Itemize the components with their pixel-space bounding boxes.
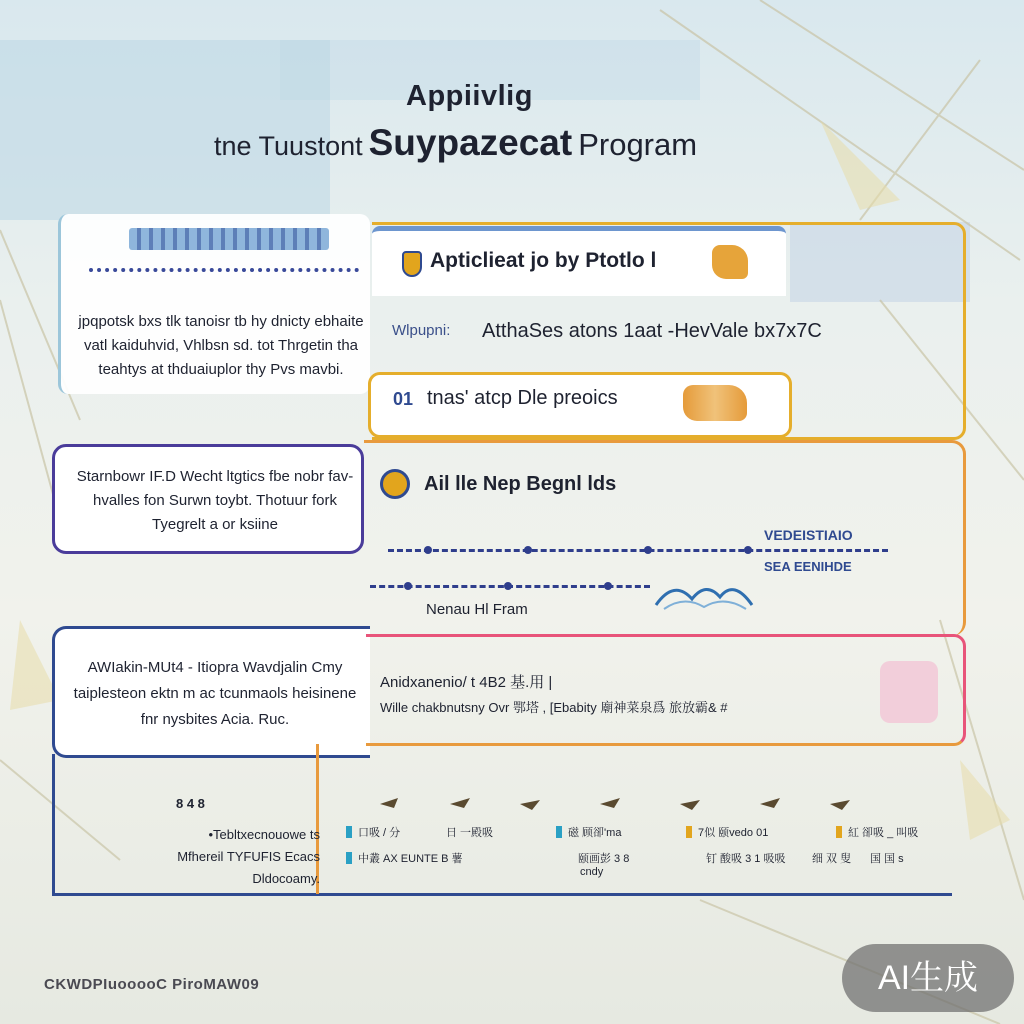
cyan-mark-icon — [346, 852, 352, 864]
step-3-number: 01 — [393, 389, 414, 409]
mini-row-a-2: 日 一殿吸 — [446, 827, 494, 839]
title-suffix: Program — [578, 127, 698, 162]
intro-card-divider — [89, 268, 359, 272]
mini-row-c-1: cndy — [580, 866, 604, 878]
mini-row-b-5: 国 国 s — [870, 853, 904, 865]
ai-generated-badge: AI生成 — [842, 944, 1014, 1012]
step-5-line-1[interactable]: Anidxanenio/ t 4B2 基.用 | — [380, 674, 553, 691]
step-2-lead: Wlpupni: — [392, 322, 451, 339]
mini-row-b-1: 中叢 AX EUNTE B 薯 — [346, 850, 463, 866]
timeline-dot — [524, 546, 532, 554]
mini-row-a-3: 磁 顾卻'ma — [556, 824, 621, 840]
step-2-row[interactable] — [378, 312, 958, 356]
intro-card-text: jpqpotsk bxs tlk tanoisr tb hy dnicty ebhaite vatl kaiduhvid, Vhlbsn sd. tot Thrgetin tha teahtys at thduaiuplor thy Pvs mavbi. — [78, 313, 364, 378]
step-4-label[interactable]: Ail lle Nep Begnl lds — [424, 473, 617, 495]
step-3-label: tnas' atcp Dle preoics — [427, 387, 618, 409]
info-card-middle-text: Starnbowr IF.D Wecht ltgtics fbe nobr fav-hvalles fon Surwn toybt. Thotuur fork Tyegrelt a or ksiine — [76, 468, 354, 533]
timeline-dot — [604, 582, 612, 590]
hands-illustration-icon — [683, 385, 747, 421]
step-panel-middle — [364, 440, 966, 636]
info-card-lower — [52, 626, 370, 758]
cyan-mark-icon — [346, 826, 352, 838]
arrow-strip-icon — [370, 794, 870, 814]
step-1-label: Apticlieat jo by Ptotlo l — [430, 249, 657, 272]
page-title-line-1: Appiivlig — [406, 80, 533, 112]
list-item: Mfhereil TYFUFIS Ecacs — [177, 849, 320, 864]
wave-illustration-icon — [654, 575, 754, 613]
mini-row-b-3: 钉 酸吸 3 1 吸吸 — [706, 853, 786, 865]
timeline-dot — [424, 546, 432, 554]
owl-icon — [402, 251, 422, 277]
badge-icon — [380, 469, 410, 499]
orange-mark-icon — [686, 826, 692, 838]
cyan-mark-icon — [556, 826, 562, 838]
step-panel-lower — [366, 634, 966, 746]
list-item: Dldocoamy. — [252, 871, 320, 886]
mini-row-a-1: 口吸 / 分 — [346, 824, 400, 840]
list-item: •Tebltxecnouowe ts — [208, 827, 320, 842]
mini-row-a-5: 紅 卻吸 _ 叫吸 — [836, 824, 918, 840]
footer-text: CKWDPIuooooC PiroMAW09 — [44, 976, 260, 993]
mini-row-b-4: 细 双 叟 — [812, 853, 852, 865]
title-prefix: tne Tuustont — [214, 131, 363, 161]
hand-illustration-icon — [712, 245, 748, 279]
timeline-dot — [644, 546, 652, 554]
flower-illustration-icon — [880, 661, 938, 723]
intro-card — [58, 214, 370, 394]
step-4-tag-1: VEDEISTIAIO — [764, 527, 853, 543]
bottom-frame-inner — [316, 744, 952, 894]
step-2-label: AtthaSes atons 1aat -HevVale bx7x7C — [482, 320, 822, 342]
timeline-line-1 — [388, 549, 888, 552]
timeline-dot — [404, 582, 412, 590]
page-title-line-2 — [214, 122, 697, 164]
step-5-line-2: Wille chakbnutsny Ovr 鄂塔 , [Ebabity 廟神菜泉爲 旅放霸& # — [380, 700, 728, 715]
timeline-dot — [504, 582, 512, 590]
info-card-middle — [52, 444, 364, 554]
bottom-left-tag: 8 4 8 — [176, 796, 205, 811]
intro-card-header-bar — [129, 228, 329, 250]
step-4-tag-2: SEA EENIHDE — [764, 559, 852, 574]
step-1-tab[interactable] — [372, 226, 786, 296]
step-4-bottom-label: Nenau Hl Fram — [426, 601, 528, 618]
title-main: Suypazecat — [368, 122, 573, 163]
orange-mark-icon — [836, 826, 842, 838]
mini-row-a-4: 7似 颐vedo 01 — [686, 824, 768, 840]
info-card-lower-text: AWIakin-MUt4 - Itiopra Wavdjalin Cmy taiplesteon ektn m ac tcunmaols heisinene fnr nysbites Acia. Ruc. — [73, 659, 357, 728]
timeline-dot — [744, 546, 752, 554]
step-3-row[interactable] — [368, 372, 792, 438]
mini-row-b-2: 颐画彭 3 8 — [578, 853, 630, 865]
bottom-left-list — [120, 824, 320, 890]
